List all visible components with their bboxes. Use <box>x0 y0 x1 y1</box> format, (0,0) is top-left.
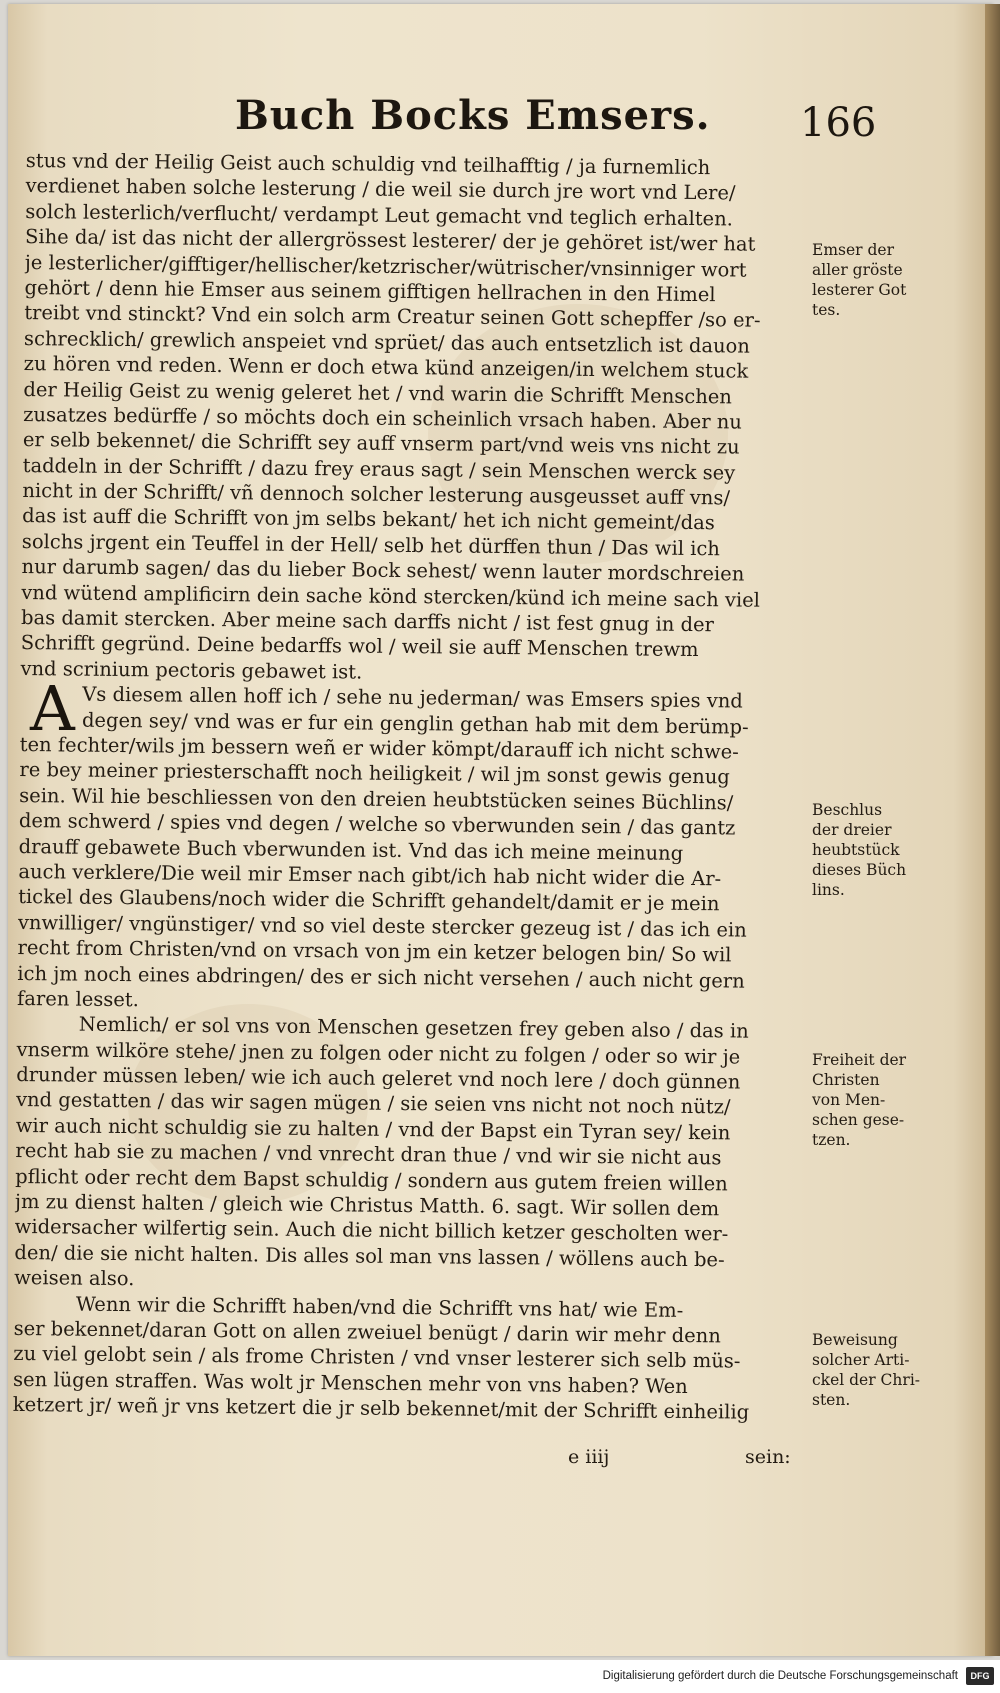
text-line: sen lügen straffen. Was wolt jr Menschen mehr von vns haben? Wen <box>12 1367 688 1398</box>
marginal-note-line: lins. <box>812 881 845 899</box>
marginal-note-line: Emser der <box>812 241 894 259</box>
text-line: zusatzes bedürffe / so möchts doch ein scheinlich vrsach haben. Aber nu <box>23 402 743 434</box>
page-number: 166 <box>800 100 877 146</box>
text-line: das ist auff die Schrifft von jm selbs bekant/ het ich nicht gemeint/das <box>22 504 715 535</box>
text-line: widersacher wilfertig sein. Auch die nicht billich ketzer gescholten wer- <box>14 1215 729 1246</box>
marginal-note-line: ckel der Chri- <box>812 1371 921 1389</box>
text-line: dem schwerd / spies vnd degen / welche so vberwunden sein / das gantz <box>18 809 736 840</box>
marginal-note-line: Freiheit der <box>812 1051 907 1069</box>
text-line: stus vnd der Heilig Geist auch schuldig vnd teilhafftig / ja furnemlich <box>25 148 711 180</box>
text-line: pflicht oder recht dem Bapst schuldig / sondern aus gutem freien willen <box>15 1164 728 1196</box>
text-line: recht hab sie zu machen / vnd vnrecht dran thue / vnd wir sie nicht aus <box>15 1139 722 1170</box>
running-header: Buch Bocks Emsers. <box>235 92 711 139</box>
signature-mark: e iiij <box>568 1446 610 1468</box>
text-line: drauff gebawete Buch vberwunden ist. Vnd das ich meine meinung <box>18 834 684 865</box>
text-line: ich jm noch eines abdringen/ des er sich nicht versehen / auch nicht gern <box>17 961 745 993</box>
text-line: gehört / denn hie Emser aus seinem gifftigen hellrachen in den Himel <box>24 275 716 307</box>
page-edge <box>985 4 1000 1656</box>
text-line: bas damit stercken. Aber meine sach darffs nicht / ist fest gnug in der <box>20 606 715 637</box>
text-line: vnwilliger/ vngünstiger/ vnd so viel deste stercker gezeug ist / das ich ein <box>17 910 747 942</box>
text-line: den/ die sie nicht halten. Dis alles sol man vns lassen / wöllens auch be- <box>14 1240 725 1272</box>
text-line: re bey meiner priesterschafft noch heiligkeit / wil jm sonst gewis genug <box>19 758 730 789</box>
marginal-note-line: heubtstück <box>812 841 900 859</box>
dfg-logo: DFG <box>966 1667 994 1685</box>
text-line: Sihe da/ ist das nicht der allergrössest lesterer/ der je gehöret ist/wer hat <box>24 225 756 256</box>
marginal-note-line: solcher Arti- <box>812 1351 910 1369</box>
text-line: degen sey/ vnd was er fur ein genglin gethan hab mit dem berümp- <box>81 708 749 739</box>
text-line: ten fechter/wils jm bessern weñ er wider kömpt/darauff ich nicht schwe- <box>19 732 739 764</box>
body-text <box>13 148 826 1426</box>
text-line: nur darumb sagen/ das du lieber Bock sehest/ wenn lauter mordschreien <box>21 555 745 586</box>
marginal-note-line: schen gese- <box>812 1111 905 1129</box>
marginal-note <box>812 1330 920 1410</box>
text-line: ketzert jr/ weñ jr vns ketzert die jr selb bekennet/mit der Schrifft einheilig <box>12 1393 750 1424</box>
marginal-note-line: Christen <box>812 1071 880 1089</box>
marginal-note-line: Beweisung <box>812 1331 898 1349</box>
text-line: sein. Wil hie beschliessen von den dreien heubtstücken seines Büchlins/ <box>19 783 734 815</box>
text-line: Wenn wir die Schrifft haben/vnd die Schrifft vns hat/ wie Em- <box>75 1292 684 1322</box>
text-line: drunder müssen leben/ wie ich auch geleret vnd noch lere / doch günnen <box>16 1063 741 1094</box>
marginal-note-line: sten. <box>812 1391 851 1409</box>
text-line: jm zu dienst halten / gleich wie Christus Matth. 6. sagt. Wir sollen dem <box>14 1189 720 1221</box>
text-line: tickel des Glaubens/noch wider die Schrifft gehandelt/damit er je mein <box>18 885 720 916</box>
marginal-note-line: Beschlus <box>812 801 883 819</box>
text-line: Nemlich/ er sol vns von Menschen gesetzen frey geben also / das in <box>78 1012 749 1043</box>
text-line: recht from Christen/vnd on vrsach von jm ein ketzer belogen bin/ So wil <box>17 936 732 967</box>
marginal-note-line: tzen. <box>812 1131 851 1149</box>
text-line: solch lesterlich/verflucht/ verdampt Leut gemacht vnd teglich erhalten. <box>25 199 734 231</box>
text-line: vnd gestatten / das wir sagen mügen / sie seien vns nicht not noch nütz/ <box>15 1088 731 1119</box>
text-line: schrecklich/ grewlich anspeiet vnd sprüet/ das auch entsetzlich ist dauon <box>23 326 751 358</box>
text-line: je lesterlicher/gifftiger/hellischer/ketzrischer/wütrischer/vnsinniger wort <box>24 250 747 282</box>
text-line: Schrifft gegründ. Deine bedarffs wol / weil sie auff Menschen trewm <box>20 631 699 662</box>
marginal-note-line: von Men- <box>812 1091 886 1109</box>
text-line: vnd wütend amplificirn dein sache könd stercken/künd ich meine sach viel <box>21 580 761 612</box>
marginal-note <box>812 1050 920 1150</box>
text-line: zu viel gelobt sein / als frome Christen / vnd vnser lesterer sich selb müs- <box>13 1342 741 1373</box>
marginal-note <box>812 240 920 320</box>
text-line: wir auch nicht schuldig sie zu halten / vnd der Bapst ein Tyran sey/ kein <box>15 1113 731 1145</box>
text-line: vnd scrinium pectoris gebawet ist. <box>20 656 363 684</box>
text-line: solchs jrgent ein Teuffel in der Hell/ selb het dürffen thun / Das wil ich <box>21 529 721 561</box>
marginal-note-line: tes. <box>812 301 841 319</box>
marginal-note-line: der dreier <box>812 821 892 839</box>
catchword: sein: <box>745 1446 791 1468</box>
text-line: weisen also. <box>14 1266 135 1291</box>
text-line: vnserm wilköre stehe/ jnen zu folgen oder nicht zu folgen / oder so wir je <box>16 1037 741 1069</box>
marginal-note-line: dieses Büch <box>812 861 907 879</box>
text-line: nicht in der Schrifft/ vñ dennoch solcher lesterung ausgeusset auff vns/ <box>22 479 731 510</box>
text-line: er selb bekennet/ die Schrifft sey auff vnserm part/vnd weis vns nicht zu <box>22 428 740 459</box>
footer-credit: Digitalisierung gefördert durch die Deutsche Forschungsgemeinschaft <box>602 1670 958 1682</box>
text-line: ser bekennet/daran Gott on allen zweiuel benügt / darin wir mehr denn <box>13 1316 721 1348</box>
initial-letter: A <box>30 672 75 745</box>
marginal-note-line: lesterer Got <box>812 281 907 299</box>
text-line: taddeln in der Schrifft / dazu frey eraus sagt / sein Menschen werck sey <box>22 453 736 485</box>
text-line: treibt vnd stinckt? Vnd ein solch arm Creatur seinen Gott schepffer /so er- <box>24 301 761 333</box>
marginal-note-line: aller gröste <box>812 261 903 279</box>
text-line: faren lesset. <box>16 986 140 1012</box>
text-line: Vs diesem allen hoff ich / sehe nu jederman/ was Emsers spies vnd <box>82 682 743 713</box>
text-line: auch verklere/Die weil mir Emser nach gibt/ich hab nicht wider die Ar- <box>18 859 722 891</box>
text-line: zu hören vnd reden. Wenn er doch etwa künd anzeigen/in welchem stuck <box>23 352 749 383</box>
text-line: verdienet haben solche lesterung / die weil sie durch jre wort vnd Lere/ <box>25 174 736 205</box>
text-line: der Heilig Geist zu wenig geleret het / vnd warin die Schrifft Menschen <box>23 377 733 408</box>
marginal-note <box>812 800 920 900</box>
